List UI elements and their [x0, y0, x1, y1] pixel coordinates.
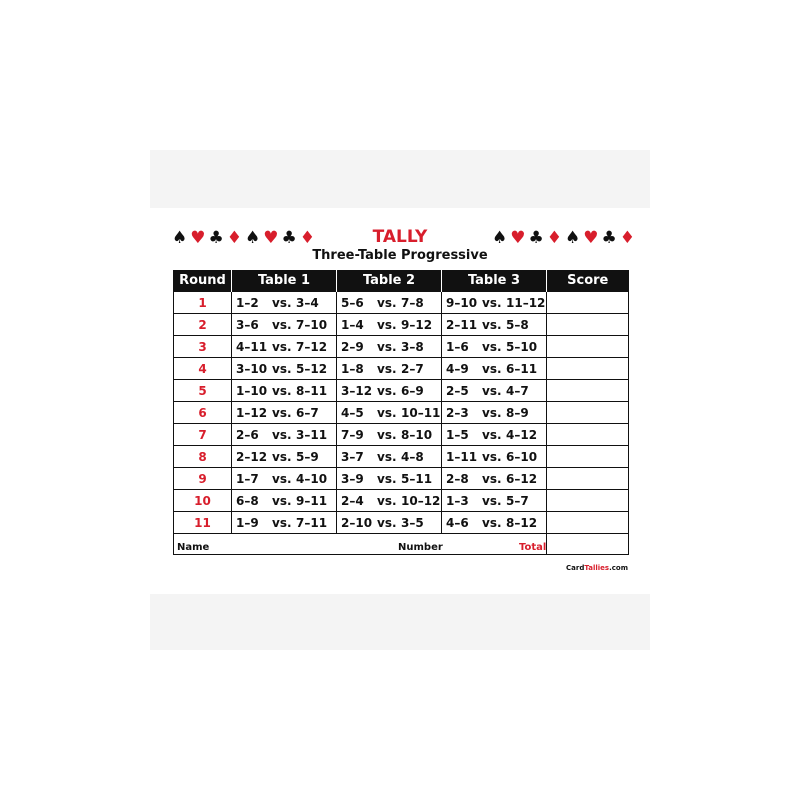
versus-label: vs.: [377, 339, 397, 354]
table-2-matchup: [337, 380, 442, 402]
top-background-band: [150, 150, 650, 208]
pair-label: 3–6: [236, 317, 259, 332]
table-row: [174, 424, 629, 446]
table-1-matchup: [232, 358, 337, 380]
versus-label: vs.: [377, 427, 397, 442]
pair-label: 4–6: [446, 515, 469, 530]
table-row: [174, 380, 629, 402]
spade-icon: ♠: [245, 228, 264, 248]
heart-icon: ♥: [583, 228, 602, 248]
suits-row-left: [172, 228, 318, 248]
table-1-matchup: [232, 380, 337, 402]
suits-row-right: [492, 228, 638, 248]
pair-label: 2–11: [446, 317, 478, 332]
round-number: 7: [174, 424, 232, 446]
pair-label: 2–10: [341, 515, 373, 530]
pair-label: 3–11: [296, 427, 328, 442]
versus-label: vs.: [377, 471, 397, 486]
score-cell[interactable]: [547, 380, 629, 402]
pair-label: 8–10: [401, 427, 433, 442]
score-cell[interactable]: [547, 402, 629, 424]
pair-label: 1–12: [236, 405, 268, 420]
spade-icon: ♠: [172, 228, 191, 248]
table-row: [174, 292, 629, 314]
bottom-background-band: [150, 594, 650, 650]
header-score: Score: [547, 270, 629, 292]
versus-label: vs.: [272, 339, 292, 354]
pair-label: 3–8: [401, 339, 424, 354]
name-label: Name: [177, 542, 210, 553]
table-1-matchup: [232, 402, 337, 424]
footer-labels-cell: [174, 534, 547, 555]
score-cell[interactable]: [547, 336, 629, 358]
versus-label: vs.: [272, 471, 292, 486]
pair-label: 5–7: [506, 493, 529, 508]
table-3-matchup: [442, 336, 547, 358]
pair-label: 8–12: [506, 515, 538, 530]
pair-label: 9–10: [446, 295, 478, 310]
score-cell[interactable]: [547, 358, 629, 380]
table-2-matchup: [337, 512, 442, 534]
pair-label: 1–4: [341, 317, 364, 332]
diamond-icon: ♦: [299, 228, 318, 248]
header-round: Round: [174, 270, 232, 292]
pair-label: 9–12: [401, 317, 433, 332]
versus-label: vs.: [377, 493, 397, 508]
table-row: [174, 490, 629, 512]
diamond-icon: ♦: [619, 228, 638, 248]
table-row: [174, 314, 629, 336]
pair-label: 5–12: [296, 361, 328, 376]
table-1-matchup: [232, 336, 337, 358]
pair-label: 1–2: [236, 295, 259, 310]
versus-label: vs.: [377, 383, 397, 398]
pair-label: 3–4: [296, 295, 319, 310]
round-number: 2: [174, 314, 232, 336]
table-1-matchup: [232, 292, 337, 314]
versus-label: vs.: [482, 493, 502, 508]
score-cell[interactable]: [547, 424, 629, 446]
pair-label: 10–11: [401, 405, 441, 420]
table-1-matchup: [232, 468, 337, 490]
pair-label: 6–11: [506, 361, 538, 376]
tally-table: [173, 270, 629, 555]
site-prefix: Card: [566, 564, 585, 572]
pair-label: 4–11: [236, 339, 268, 354]
heart-icon: ♥: [510, 228, 529, 248]
pair-label: 4–9: [446, 361, 469, 376]
pair-label: 2–7: [401, 361, 424, 376]
table-3-matchup: [442, 468, 547, 490]
pair-label: 10–12: [401, 493, 441, 508]
pair-label: 1–3: [446, 493, 469, 508]
table-1-matchup: [232, 314, 337, 336]
table-3-matchup: [442, 512, 547, 534]
club-icon: ♣: [208, 228, 227, 248]
club-icon: ♣: [528, 228, 547, 248]
round-number: 3: [174, 336, 232, 358]
round-number: 1: [174, 292, 232, 314]
pair-label: 6–10: [506, 449, 538, 464]
score-cell[interactable]: [547, 292, 629, 314]
score-cell[interactable]: [547, 446, 629, 468]
pair-label: 2–12: [236, 449, 268, 464]
pair-label: 2–9: [341, 339, 364, 354]
spade-icon: ♠: [565, 228, 584, 248]
site-suffix: .com: [609, 564, 628, 572]
table-3-matchup: [442, 424, 547, 446]
header-table-2: Table 2: [337, 270, 442, 292]
table-2-matchup: [337, 424, 442, 446]
diamond-icon: ♦: [546, 228, 565, 248]
versus-label: vs.: [377, 295, 397, 310]
club-icon: ♣: [281, 228, 300, 248]
total-score-cell[interactable]: [547, 534, 629, 555]
table-row: [174, 512, 629, 534]
round-number: 8: [174, 446, 232, 468]
pair-label: 1–9: [236, 515, 259, 530]
footer-row: [174, 534, 629, 555]
pair-label: 7–12: [296, 339, 328, 354]
versus-label: vs.: [272, 493, 292, 508]
table-2-matchup: [337, 446, 442, 468]
versus-label: vs.: [272, 405, 292, 420]
table-row: [174, 358, 629, 380]
round-number: 11: [174, 512, 232, 534]
pair-label: 1–7: [236, 471, 259, 486]
page-subtitle: Three-Table Progressive: [312, 248, 488, 263]
pair-label: 1–6: [446, 339, 469, 354]
table-3-matchup: [442, 380, 547, 402]
pair-label: 7–9: [341, 427, 364, 442]
table-2-matchup: [337, 468, 442, 490]
table-row: [174, 446, 629, 468]
pair-label: 3–9: [341, 471, 364, 486]
pair-label: 5–8: [506, 317, 529, 332]
table-1-matchup: [232, 512, 337, 534]
pair-label: 7–10: [296, 317, 328, 332]
table-2-matchup: [337, 490, 442, 512]
table-2-matchup: [337, 358, 442, 380]
pair-label: 4–8: [401, 449, 424, 464]
header-table-1: Table 1: [232, 270, 337, 292]
pair-label: 8–11: [296, 383, 328, 398]
round-number: 4: [174, 358, 232, 380]
pair-label: 1–8: [341, 361, 364, 376]
pair-label: 4–7: [506, 383, 529, 398]
versus-label: vs.: [482, 383, 502, 398]
versus-label: vs.: [272, 361, 292, 376]
score-cell[interactable]: [547, 468, 629, 490]
versus-label: vs.: [272, 449, 292, 464]
versus-label: vs.: [272, 427, 292, 442]
pair-label: 1–10: [236, 383, 268, 398]
versus-label: vs.: [482, 361, 502, 376]
pair-label: 3–12: [341, 383, 373, 398]
versus-label: vs.: [482, 295, 502, 310]
table-row: [174, 336, 629, 358]
table-3-matchup: [442, 402, 547, 424]
table-2-matchup: [337, 292, 442, 314]
pair-label: 2–5: [446, 383, 469, 398]
pair-label: 4–5: [341, 405, 364, 420]
pair-label: 5–9: [296, 449, 319, 464]
pair-label: 8–9: [506, 405, 529, 420]
table-1-matchup: [232, 446, 337, 468]
table-1-matchup: [232, 424, 337, 446]
round-number: 9: [174, 468, 232, 490]
versus-label: vs.: [377, 449, 397, 464]
versus-label: vs.: [272, 317, 292, 332]
pair-label: 7–11: [296, 515, 328, 530]
pair-label: 11–12: [506, 295, 546, 310]
versus-label: vs.: [482, 339, 502, 354]
pair-label: 1–5: [446, 427, 469, 442]
versus-label: vs.: [377, 405, 397, 420]
pair-label: 6–9: [401, 383, 424, 398]
table-3-matchup: [442, 358, 547, 380]
pair-label: 5–10: [506, 339, 538, 354]
table-3-matchup: [442, 490, 547, 512]
diamond-icon: ♦: [226, 228, 245, 248]
round-number: 6: [174, 402, 232, 424]
pair-label: 6–12: [506, 471, 538, 486]
header-table-3: Table 3: [442, 270, 547, 292]
score-cell[interactable]: [547, 512, 629, 534]
versus-label: vs.: [377, 515, 397, 530]
pair-label: 1–11: [446, 449, 478, 464]
pair-label: 3–7: [341, 449, 364, 464]
site-highlight: Tallies: [584, 564, 610, 572]
pair-label: 5–11: [401, 471, 433, 486]
pair-label: 3–5: [401, 515, 424, 530]
table-2-matchup: [337, 336, 442, 358]
versus-label: vs.: [482, 471, 502, 486]
score-cell[interactable]: [547, 314, 629, 336]
pair-label: 2–8: [446, 471, 469, 486]
pair-label: 4–10: [296, 471, 328, 486]
versus-label: vs.: [272, 295, 292, 310]
total-label: Total: [519, 542, 547, 553]
heart-icon: ♥: [263, 228, 282, 248]
header-row: [174, 270, 629, 292]
table-3-matchup: [442, 446, 547, 468]
versus-label: vs.: [377, 361, 397, 376]
versus-label: vs.: [482, 317, 502, 332]
versus-label: vs.: [377, 317, 397, 332]
pair-label: 2–3: [446, 405, 469, 420]
table-1-matchup: [232, 490, 337, 512]
table-row: [174, 468, 629, 490]
page-title: TALLY: [372, 227, 428, 247]
versus-label: vs.: [482, 449, 502, 464]
pair-label: 2–4: [341, 493, 364, 508]
heart-icon: ♥: [190, 228, 209, 248]
versus-label: vs.: [272, 515, 292, 530]
table-2-matchup: [337, 314, 442, 336]
pair-label: 6–7: [296, 405, 319, 420]
versus-label: vs.: [482, 515, 502, 530]
table-3-matchup: [442, 292, 547, 314]
table-row: [174, 402, 629, 424]
number-label: Number: [398, 542, 443, 553]
table-3-matchup: [442, 314, 547, 336]
versus-label: vs.: [482, 427, 502, 442]
pair-label: 6–8: [236, 493, 259, 508]
round-number: 5: [174, 380, 232, 402]
table-2-matchup: [337, 402, 442, 424]
versus-label: vs.: [482, 405, 502, 420]
site-credit: [560, 564, 628, 572]
versus-label: vs.: [272, 383, 292, 398]
pair-label: 2–6: [236, 427, 259, 442]
pair-label: 7–8: [401, 295, 424, 310]
club-icon: ♣: [601, 228, 620, 248]
pair-label: 9–11: [296, 493, 328, 508]
spade-icon: ♠: [492, 228, 511, 248]
pair-label: 4–12: [506, 427, 538, 442]
pair-label: 5–6: [341, 295, 364, 310]
round-number: 10: [174, 490, 232, 512]
score-cell[interactable]: [547, 490, 629, 512]
pair-label: 3–10: [236, 361, 268, 376]
